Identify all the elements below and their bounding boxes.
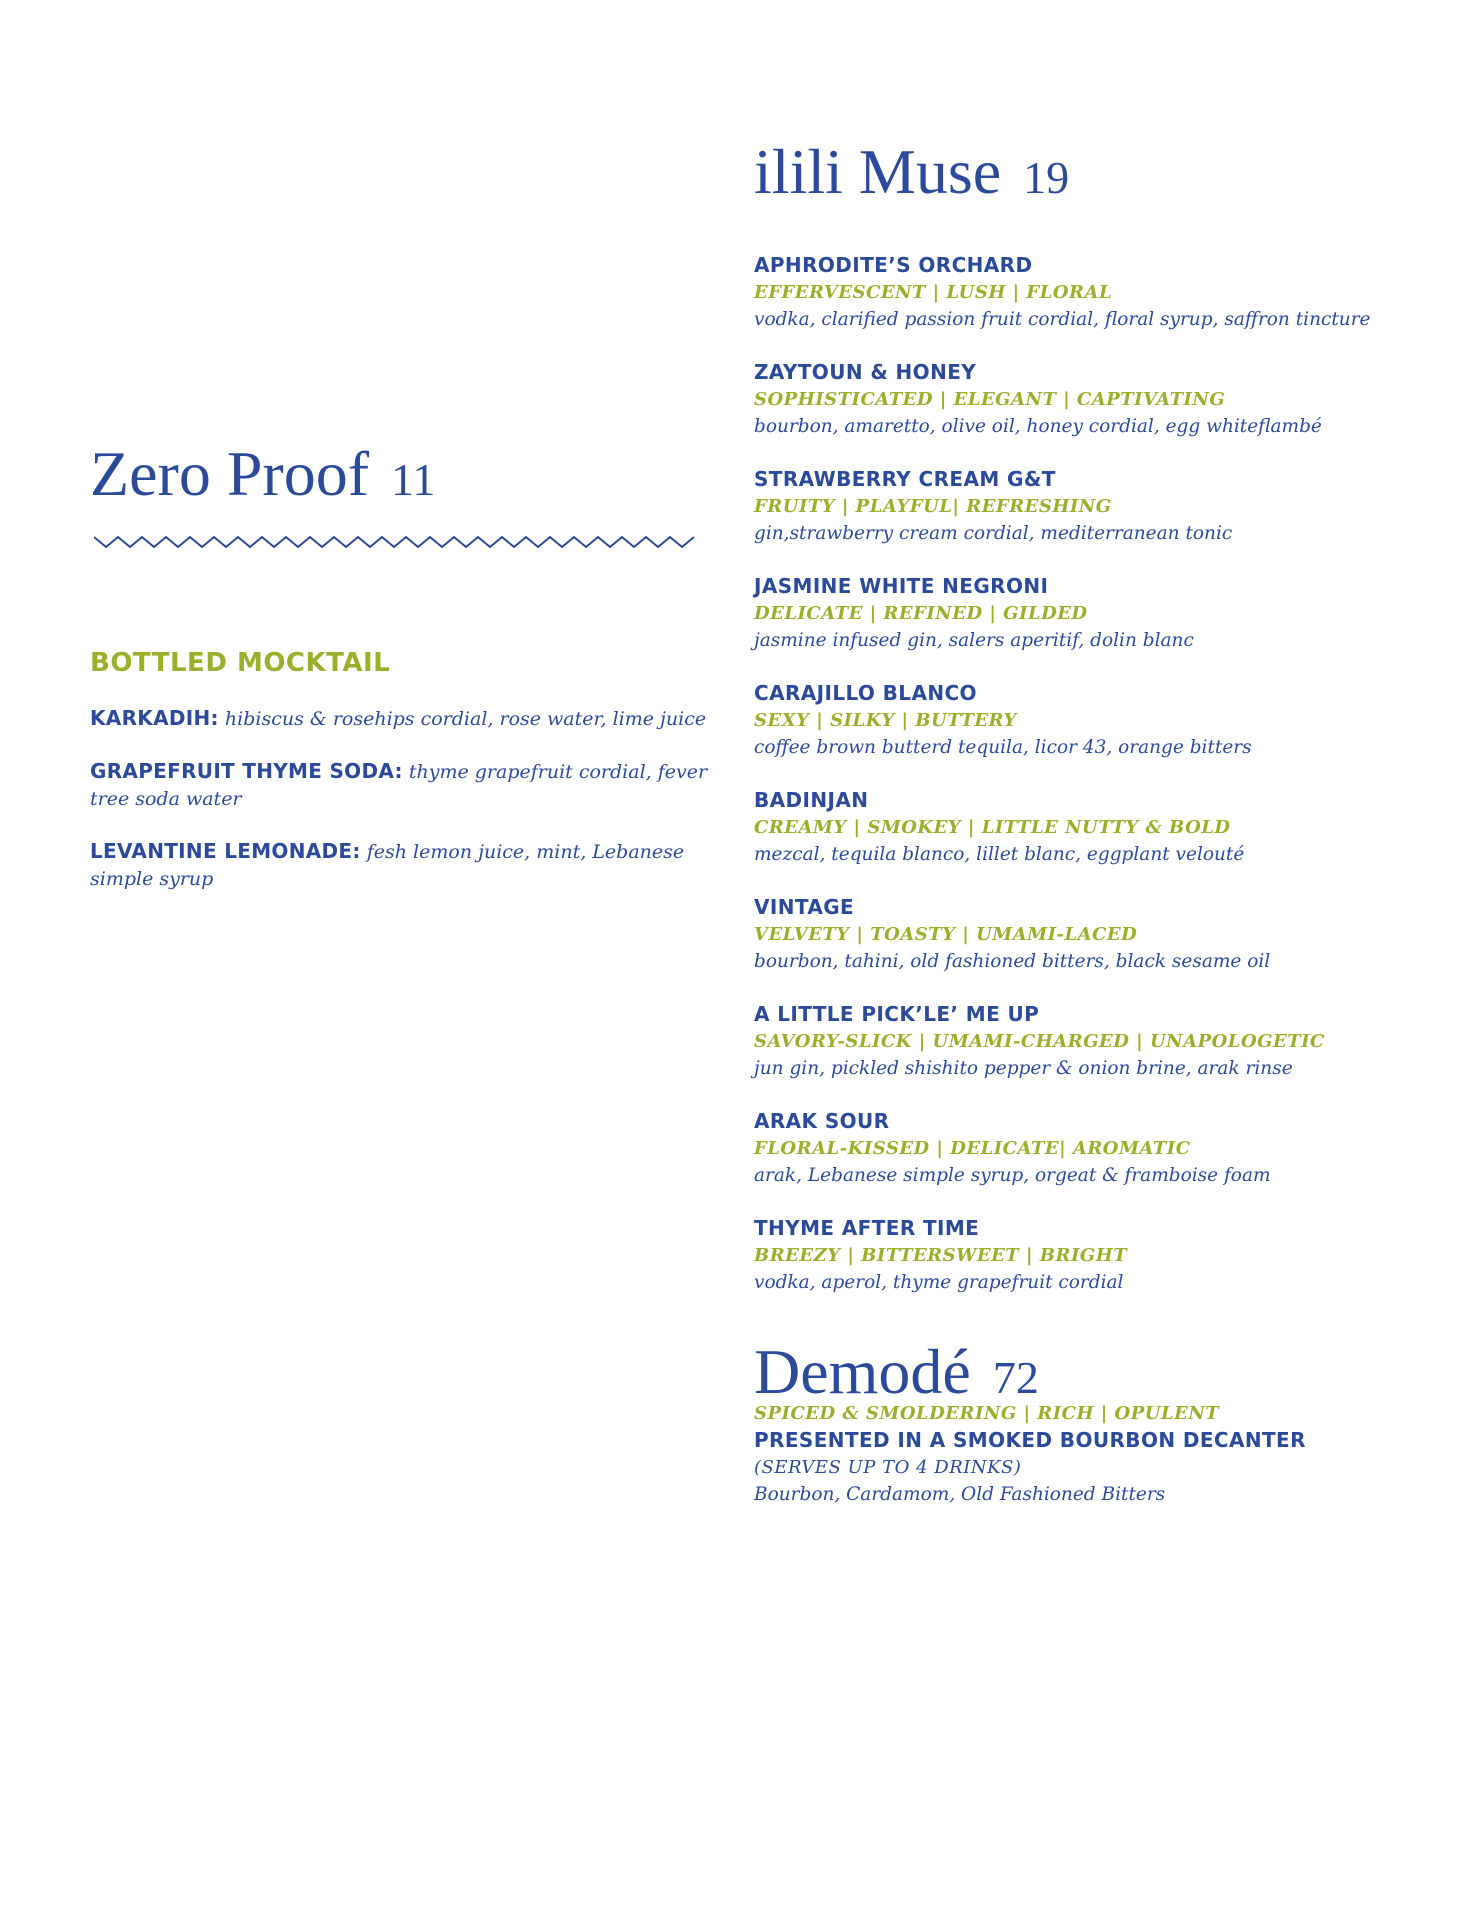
cocktail-tags: VELVETY | TOASTY | UMAMI-LACED [754,924,1138,945]
cocktail-description: arak, Lebanese simple syrup, orgeat & framboise foam [754,1165,1271,1186]
cocktail-name: JASMINE WHITE NEGRONI [754,574,1049,598]
cocktail-item [754,680,1454,787]
cocktail-item [754,252,1454,359]
cocktail-name: BADINJAN [754,788,869,812]
mocktail-description: hibiscus & rosehips cordial, rose water, lime juice [224,708,707,730]
demode-section [754,1336,1454,1508]
cocktail-tags: DELICATE | REFINED | GILDED [754,603,1088,624]
cocktail-item [754,466,1454,573]
cocktail-description: vodka, clarified passion fruit cordial, floral syrup, saffron tincture [754,309,1371,330]
cocktail-item [754,359,1454,466]
cocktail-name: APHRODITE’S ORCHARD [754,253,1033,277]
cocktail-tags: EFFERVESCENT | LUSH | FLORAL [754,282,1113,303]
mocktail-name: GRAPEFRUIT THYME SODA: [90,759,403,783]
cocktail-tags: SAVORY-SLICK | UMAMI-CHARGED | UNAPOLOGETIC [754,1031,1325,1052]
cocktail-name: STRAWBERRY CREAM G&T [754,467,1056,491]
cocktail-description: mezcal, tequila blanco, lillet blanc, eggplant velouté [754,844,1245,865]
cocktail-item [754,573,1454,680]
cocktail-item [754,1215,1454,1322]
cocktail-description: vodka, aperol, thyme grapefruit cordial [754,1272,1124,1293]
bottled-mocktail-heading: BOTTLED MOCKTAIL [90,648,391,678]
cocktail-name: ZAYTOUN & HONEY [754,360,977,384]
cocktail-name: ARAK SOUR [754,1109,890,1133]
cocktail-item [754,1001,1454,1108]
cocktail-item [754,787,1454,894]
zero-proof-price: 11 [391,454,436,505]
cocktail-name: A LITTLE PICK’LE’ ME UP [754,1002,1040,1026]
demode-price: 72 [992,1352,1039,1403]
cocktail-tags: SOPHISTICATED | ELEGANT | CAPTIVATING [754,389,1226,410]
zero-proof-title [90,438,436,509]
demode-description: Bourbon, Cardamom, Old Fashioned Bitters [754,1484,1166,1505]
mocktail-item [90,705,710,733]
ilili-muse-price: 19 [1023,152,1070,203]
cocktail-tags: FLORAL-KISSED | DELICATE| AROMATIC [754,1138,1191,1159]
cocktail-description: coffee brown butterd tequila, licor 43, orange bitters [754,737,1252,758]
cocktail-list [754,252,1454,1322]
demode-title [754,1336,1454,1407]
cocktail-description: bourbon, amaretto, olive oil, honey cordial, egg whiteflambé [754,416,1322,437]
zigzag-divider [94,533,706,553]
mocktail-name: KARKADIH: [90,706,219,730]
demode-presentation: PRESENTED IN A SMOKED BOURBON DECANTER [754,1428,1306,1452]
mocktail-item [90,758,710,813]
mocktail-name: LEVANTINE LEMONADE: [90,839,361,863]
cocktail-item [754,894,1454,1001]
zero-proof-title-text: Zero Proof [90,438,370,509]
cocktail-description: jun gin, pickled shishito pepper & onion brine, arak rinse [754,1058,1293,1079]
cocktail-description: bourbon, tahini, old fashioned bitters, black sesame oil [754,951,1271,972]
mocktail-item [90,838,710,893]
demode-tags: SPICED & SMOLDERING | RICH | OPULENT [754,1403,1220,1424]
cocktail-name: CARAJILLO BLANCO [754,681,977,705]
cocktail-item [754,1108,1454,1215]
demode-serves: (SERVES UP TO 4 DRINKS) [754,1457,1022,1478]
ilili-muse-title-text: ilili Muse [754,136,1002,207]
mocktail-description: fesh lemon juice, mint, Lebanese simple syrup [90,841,685,890]
cocktail-description: jasmine infused gin, salers aperitif, dolin blanc [754,630,1194,651]
mocktail-description: thyme grapefruit cordial, fever tree soda water [90,761,708,810]
cocktail-tags: FRUITY | PLAYFUL| REFRESHING [754,496,1112,517]
cocktail-tags: SEXY | SILKY | BUTTERY [754,710,1017,731]
mocktail-list [90,705,710,918]
cocktail-tags: CREAMY | SMOKEY | LITTLE NUTTY & BOLD [754,817,1231,838]
cocktail-name: VINTAGE [754,895,855,919]
demode-title-text: Demodé [754,1336,971,1407]
ilili-muse-title [754,136,1070,207]
cocktail-name: THYME AFTER TIME [754,1216,980,1240]
cocktail-tags: BREEZY | BITTERSWEET | BRIGHT [754,1245,1128,1266]
cocktail-description: gin,strawberry cream cordial, mediterranean tonic [754,523,1233,544]
